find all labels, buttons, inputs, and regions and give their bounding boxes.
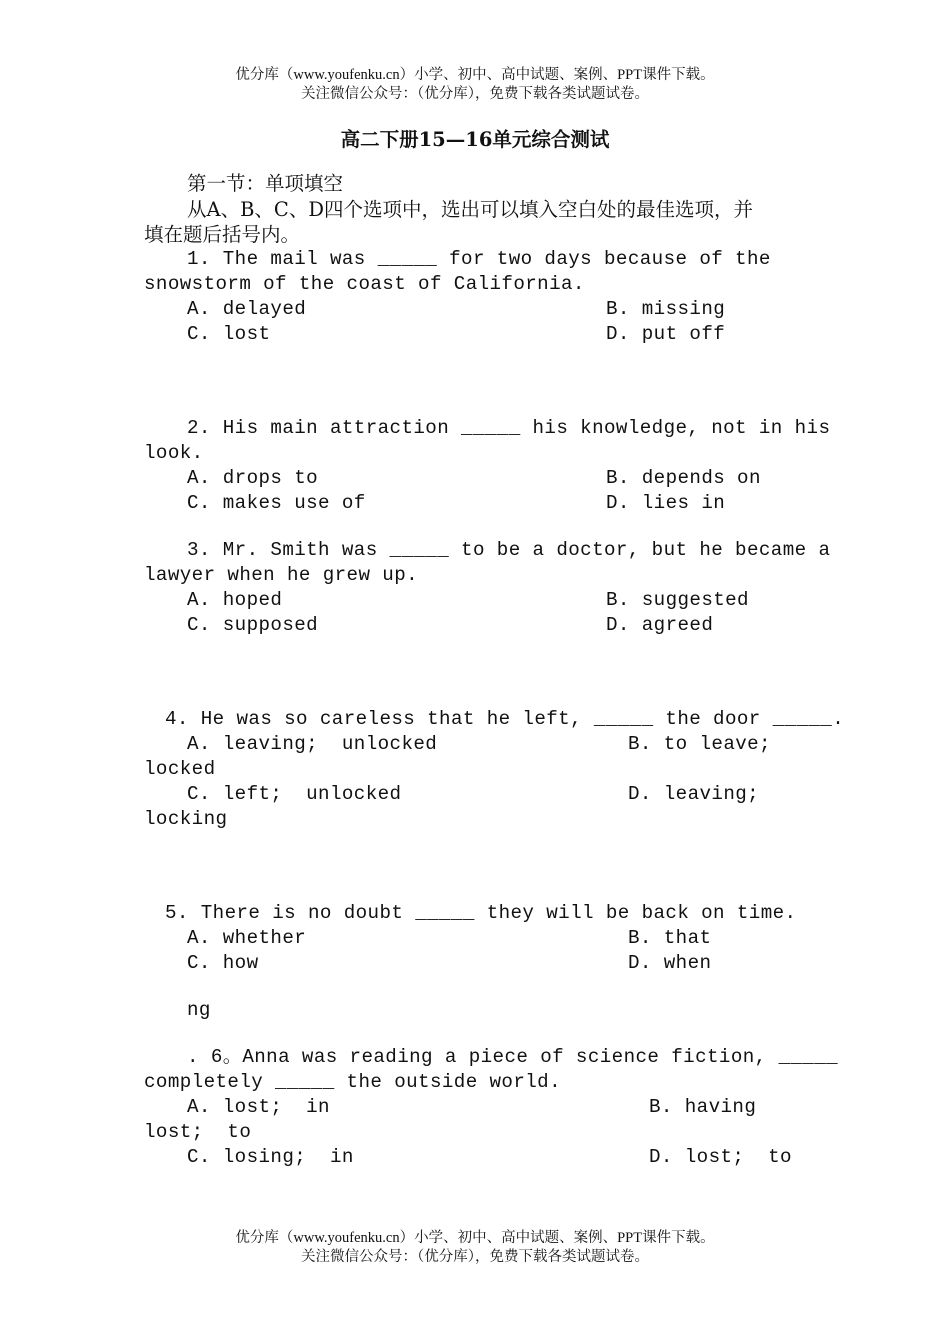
- q1-option-c: C. lost: [187, 323, 271, 345]
- q3-option-b: B. suggested: [606, 589, 749, 611]
- q4-option-d-wrap: locking: [144, 808, 228, 830]
- footer-line-1: 优分库（www.youfenku.cn）小学、初中、高中试题、案例、PPT课件下载。: [235, 1230, 715, 1246]
- q4-stem-line-1: 4. He was so careless that he left, _____ the door _____.: [165, 708, 845, 730]
- q4-option-b-wrap: locked: [144, 758, 216, 780]
- q3-stem-line-1: 3. Mr. Smith was _____ to be a doctor, but he became a: [187, 539, 831, 561]
- q3-stem-line-2: lawyer when he grew up.: [144, 564, 419, 586]
- q1-option-d: D. put off: [606, 323, 726, 345]
- q2-option-b: B. depends on: [606, 467, 761, 489]
- q5-option-d: D. when: [628, 952, 712, 974]
- q2-stem-line-2: look.: [144, 442, 204, 464]
- q6-option-c: C. losing; in: [187, 1146, 354, 1168]
- section-heading: 第一节：单项填空: [187, 172, 344, 195]
- q6-option-d: D. lost; to: [649, 1146, 792, 1168]
- q3-option-d: D. agreed: [606, 614, 714, 636]
- q4-option-c: C. left; unlocked: [187, 783, 402, 805]
- q5-option-a: A. whether: [187, 927, 307, 949]
- q6-stem-line-1: . 6。Anna was reading a piece of science fiction, _____: [187, 1046, 839, 1068]
- q5-option-c: C. how: [187, 952, 259, 974]
- q6-option-b-wrap: lost; to: [144, 1121, 252, 1143]
- document-title: 高二下册15—16单元综合测试: [340, 128, 610, 151]
- q2-option-c: C. makes use of: [187, 492, 366, 514]
- q6-option-b: B. having: [649, 1096, 757, 1118]
- header-line-1: 优分库（www.youfenku.cn）小学、初中、高中试题、案例、PPT课件下载。: [235, 67, 715, 83]
- q2-option-a: A. drops to: [187, 467, 319, 489]
- q2-option-d: D. lies in: [606, 492, 726, 514]
- q2-stem-line-1: 2. His main attraction _____ his knowledge, not in his: [187, 417, 831, 439]
- q1-stem-line-1: 1. The mail was _____ for two days because of the: [187, 248, 771, 270]
- q1-option-a: A. delayed: [187, 298, 307, 320]
- stray-text: ng: [187, 999, 211, 1021]
- q6-stem-line-2: completely _____ the outside world.: [144, 1071, 562, 1093]
- instruction-line-2: 填在题后括号内。: [144, 223, 301, 246]
- q6-option-a: A. lost; in: [187, 1096, 330, 1118]
- header-line-2: 关注微信公众号：（优分库），免费下载各类试题试卷。: [301, 86, 649, 102]
- q1-stem-line-2: snowstorm of the coast of California.: [144, 273, 585, 295]
- q3-option-a: A. hoped: [187, 589, 283, 611]
- q4-option-a: A. leaving; unlocked: [187, 733, 438, 755]
- footer-line-2: 关注微信公众号：（优分库），免费下载各类试题试卷。: [301, 1249, 649, 1265]
- q5-option-b: B. that: [628, 927, 712, 949]
- instruction-line-1: 从A、B、C、D四个选项中，选出可以填入空白处的最佳选项，并: [187, 198, 753, 221]
- q3-option-c: C. supposed: [187, 614, 319, 636]
- q4-option-b: B. to leave;: [628, 733, 771, 755]
- q4-option-d: D. leaving;: [628, 783, 760, 805]
- q1-option-b: B. missing: [606, 298, 726, 320]
- q5-stem-line-1: 5. There is no doubt _____ they will be back on time.: [165, 902, 797, 924]
